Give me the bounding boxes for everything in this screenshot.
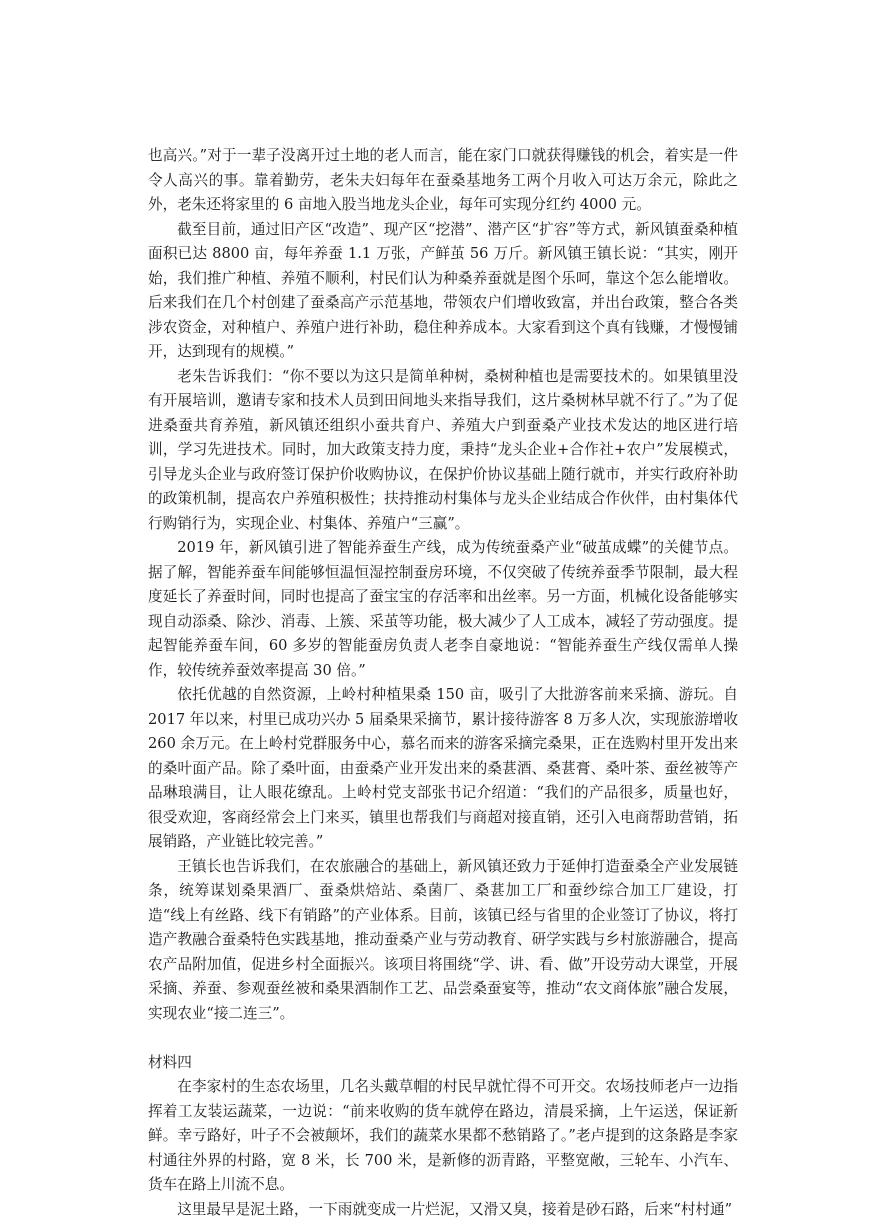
- paragraph: 截至目前，通过旧产区“改造”、现产区“挖潜”、潜产区“扩容”等方式，新风镇蚕桑种植面积已达 8800 亩，每年养蚕 1.1 万张，产鲜茧 56 万斤。新风镇王镇长说：“其实，刚开始，我们推广种植、养殖不顺利，村民们认为种桑养蚕就是图个乐呵，靠这个怎么能增收。后来我们在几个村创建了蚕桑高产示范基地，带领农户们增收致富，并出台政策，整合各类涉农资金，对种植户、养殖户进行补助，稳住种养成本。大家看到这个真有钱赚，才慢慢铺开，达到现有的规模。”: [148, 220, 738, 360]
- paragraph: 老朱告诉我们：“你不要以为这只是简单种树，桑树种植也是需要技术的。如果镇里没有开展培训，邀请专家和技术人员到田间地头来指导我们，这片桑树林早就不行了。”为了促进桑蚕共育养殖，新风镇还组织小蚕共育户、养殖大户到蚕桑产业技术发达的地区进行培训，学习先进技术。同时，加大政策支持力度，秉持“龙头企业+合作社+农户”发展模式，引导龙头企业与政府签订保护价收购协议，在保护价协议基础上随行就市，并实行政府补助的政策机制，提高农户养殖积极性；扶持推动村集体与龙头企业结成合作伙伴，由村集体代行购销行为，实现企业、村集体、养殖户“三赢”。: [148, 367, 738, 532]
- section-heading: 材料四: [148, 1053, 192, 1071]
- paragraph: 2019 年，新风镇引进了智能养蚕生产线，成为传统蚕桑产业“破茧成蝶”的关健节点。据了解，智能养蚕车间能够恒温恒湿控制蚕房环境，不仅突破了传统养蚕季节限制，最大程度延长了养蚕时间，同时也提高了蚕宝宝的存活率和出丝率。另一方面，机械化设备能够实现自动添桑、除沙、消毒、上簇、采茧等功能，极大减少了人工成本，减轻了劳动强度。提起智能养蚕车间，60 多岁的智能蚕房负责人老李自豪地说：“智能养蚕生产线仅需单人操作，较传统养蚕效率提高 30 倍。”: [148, 539, 738, 679]
- document-page: [148, 144, 738, 1222]
- paragraph: 也高兴。”对于一辈子没离开过土地的老人而言，能在家门口就获得赚钱的机会，着实是一件令人高兴的事。靠着勤劳，老朱夫妇每年在蚕桑基地务工两个月收入可达万余元，除此之外，老朱还将家里的 6 亩地入股当地龙头企业，每年可实现分红约 4000 元。: [148, 147, 738, 213]
- paragraph: 在李家村的生态农场里，几名头戴草帽的村民早就忙得不可开交。农场技师老卢一边指挥着工友装运蔬菜，一边说：“前来收购的货车就停在路边，清晨采摘，上午运送，保证新鲜。幸亏路好，叶子不会被颠坏，我们的蔬菜水果都不愁销路了。”老卢提到的这条路是李家村通往外界的村路，宽 8 米，长 700 米，是新修的沥青路，平整宽敞，三轮车、小汽车、货车在路上川流不息。: [148, 1078, 738, 1193]
- paragraph: 依托优越的自然资源，上岭村种植果桑 150 亩，吸引了大批游客前来采摘、游玩。自 2017 年以来，村里已成功兴办 5 届桑果采摘节，累计接待游客 8 万多人次，实现旅游增收 260 余万元。在上岭村党群服务中心，慕名而来的游客采摘完桑果，正在选购村里开发出来的桑叶面产品。除了桑叶面，由蚕桑产业开发出来的桑葚酒、桑葚膏、桑叶茶、蚕丝被等产品琳琅满目，让人眼花缭乱。上岭村党支部张书记介绍道：“我们的产品很多，质量也好，很受欢迎，客商经常会上门来买，镇里也帮我们与商超对接直销，还引入电商帮助营销，拓展销路，产业链比较完善。”: [148, 686, 738, 850]
- paragraph: 这里最早是泥土路，一下雨就变成一片烂泥，又滑又臭，接着是砂石路，后来“村村通”: [177, 1200, 733, 1218]
- paragraph: 王镇长也告诉我们，在农旅融合的基础上，新风镇还致力于延伸打造蚕桑全产业发展链条，统筹谋划桑果酒厂、蚕桑烘焙站、桑菌厂、桑葚加工厂和蚕纱综合加工厂建设，打造“线上有丝路、线下有销路”的产业体系。目前，该镇已经与省里的企业签订了协议，将打造产教融合蚕桑特色实践基地，推动蚕桑产业与劳动教育、研学实践与乡村旅游融合，提高农产品附加值，促进乡村全面振兴。该项目将围绕“学、讲、看、做”开设劳动大课堂，开展采摘、养蚕、参观蚕丝被和桑果酒制作工艺、品尝桑蚕宴等，推动“农文商体旅”融合发展，实现农业“接二连三”。: [148, 857, 738, 1022]
- section-spacer: [148, 1026, 738, 1051]
